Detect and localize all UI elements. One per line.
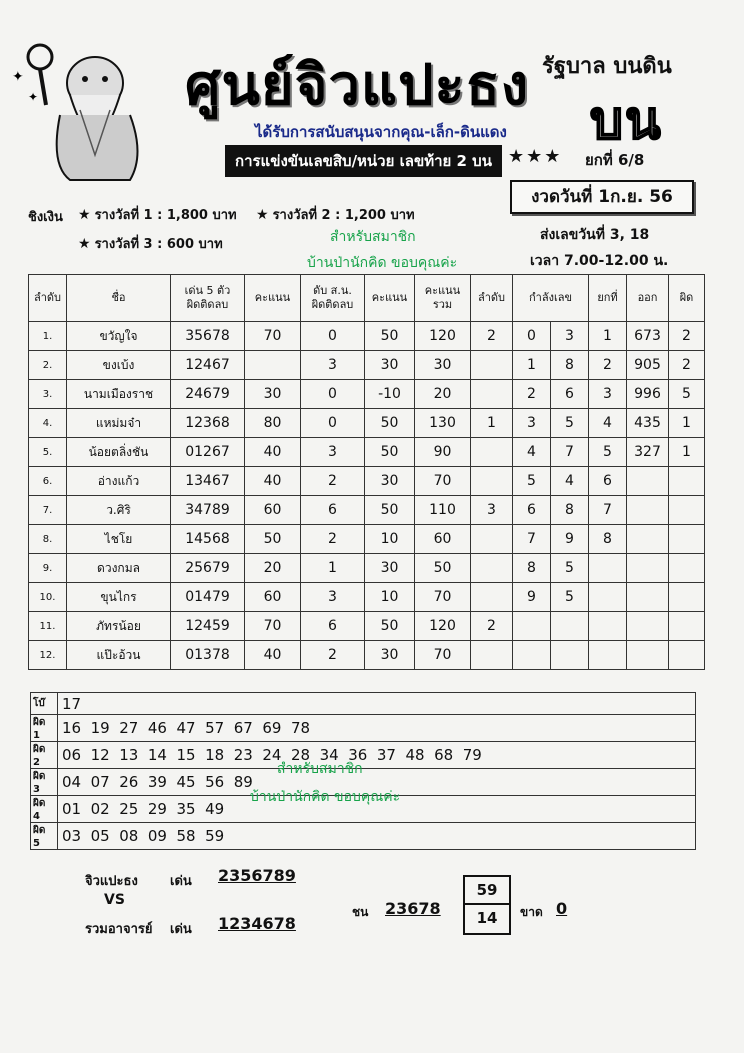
table-cell: 1 (513, 351, 551, 380)
table-cell: 12467 (171, 351, 245, 380)
table-cell: 8. (29, 525, 67, 554)
table-cell (627, 525, 669, 554)
table-header-cell: ลำดับ (471, 275, 513, 322)
table-cell: 60 (415, 525, 471, 554)
table-cell: แหม่มจ๋า (67, 409, 171, 438)
table-cell: ขุนไกร (67, 583, 171, 612)
fraction-top: 59 (465, 877, 509, 905)
table-cell: 0 (301, 322, 365, 351)
table-cell: 8 (551, 496, 589, 525)
table-cell (513, 612, 551, 641)
number-row (31, 742, 696, 769)
win-label: ชน (352, 905, 369, 919)
table-cell: 1 (669, 438, 705, 467)
table-cell: 10. (29, 583, 67, 612)
table-cell: 0 (513, 322, 551, 351)
table-cell: 8 (551, 351, 589, 380)
table-cell: 7 (513, 525, 551, 554)
table-cell: 12. (29, 641, 67, 670)
number-row-values: 04 07 26 39 45 56 89 (58, 769, 696, 796)
score-fraction (463, 875, 511, 935)
score-table (28, 274, 705, 670)
table-cell: 3. (29, 380, 67, 409)
watermark-line-2-repeat: บ้านป่านักคิด ขอบคุณค่ะ (250, 789, 401, 805)
prize-2: ★ รางวัลที่ 2 : 1,200 บาท (256, 207, 415, 223)
table-cell: 130 (415, 409, 471, 438)
table-header-cell: ชื่อ (67, 275, 171, 322)
table-cell: 7. (29, 496, 67, 525)
table-row (29, 409, 705, 438)
table-cell: 6 (301, 496, 365, 525)
table-cell: 4. (29, 409, 67, 438)
table-cell: 40 (245, 438, 301, 467)
table-cell: 8 (589, 525, 627, 554)
table-row (29, 583, 705, 612)
number-row-values: 06 12 13 14 15 18 23 24 28 34 36 37 48 68 79 (58, 742, 696, 769)
table-header-cell: ออก (627, 275, 669, 322)
table-cell: 01479 (171, 583, 245, 612)
table-cell: 12459 (171, 612, 245, 641)
table-cell (471, 525, 513, 554)
table-cell: ไชโย (67, 525, 171, 554)
table-cell: 4 (513, 438, 551, 467)
table-cell: 6 (301, 612, 365, 641)
table-cell: 5 (551, 409, 589, 438)
table-cell: 90 (415, 438, 471, 467)
svg-text:✦: ✦ (12, 69, 24, 85)
vs-label: VS (104, 892, 125, 908)
table-cell: 9 (513, 583, 551, 612)
table-cell: 5 (669, 380, 705, 409)
table-cell: 996 (627, 380, 669, 409)
table-row (29, 351, 705, 380)
number-row-values: 16 19 27 46 47 57 67 69 78 (58, 715, 696, 742)
table-cell (627, 612, 669, 641)
table-cell: 1 (669, 409, 705, 438)
number-row-label: ผิด 2 (31, 742, 58, 769)
table-header-cell: คะแนน (245, 275, 301, 322)
table-cell: 2 (669, 351, 705, 380)
table-header-cell: เด่น 5 ตัว ผิดติดลบ (171, 275, 245, 322)
table-cell (627, 641, 669, 670)
table-row (29, 612, 705, 641)
team-b-number: 1234678 (218, 914, 296, 933)
table-cell: 3 (589, 380, 627, 409)
lose-label: ขาด (520, 905, 543, 919)
table-cell: น้อยตลิ่งชัน (67, 438, 171, 467)
table-cell: 8 (513, 554, 551, 583)
table-cell: 70 (245, 612, 301, 641)
table-cell (471, 351, 513, 380)
table-cell (627, 467, 669, 496)
table-cell: 35678 (171, 322, 245, 351)
number-row (31, 715, 696, 742)
table-cell: 34789 (171, 496, 245, 525)
table-cell: 6 (589, 467, 627, 496)
table-cell: 25679 (171, 554, 245, 583)
number-row-values: 17 (58, 693, 696, 715)
table-cell: แป๊ะอ้วน (67, 641, 171, 670)
table-cell: 2. (29, 351, 67, 380)
table-cell: 70 (415, 583, 471, 612)
table-cell: 70 (415, 467, 471, 496)
table-header-cell: คะแนน (365, 275, 415, 322)
table-cell (669, 554, 705, 583)
table-row (29, 380, 705, 409)
support-text: ได้รับการสนับสนุนจากคุณ-เล็ก-ดินแดง (255, 123, 507, 141)
table-cell: 905 (627, 351, 669, 380)
table-cell (513, 641, 551, 670)
table-cell (669, 525, 705, 554)
table-cell (471, 438, 513, 467)
table-cell: 50 (365, 409, 415, 438)
table-row (29, 525, 705, 554)
table-cell: 30 (245, 380, 301, 409)
prize-3: ★ รางวัลที่ 3 : 600 บาท (78, 236, 223, 252)
prize-label: ชิงเงิน (28, 210, 63, 225)
table-cell: 30 (365, 554, 415, 583)
table-cell: 6 (513, 496, 551, 525)
table-cell (627, 554, 669, 583)
team-b-name: รวมอาจารย์ (85, 922, 153, 937)
table-cell: 673 (627, 322, 669, 351)
table-cell: 10 (365, 525, 415, 554)
number-row-label: ผิด 1 (31, 715, 58, 742)
number-row (31, 823, 696, 850)
table-header-cell: ดับ ส.น. ผิดติดลบ (301, 275, 365, 322)
table-cell (589, 554, 627, 583)
table-cell (245, 351, 301, 380)
table-cell: 50 (365, 496, 415, 525)
upper-label: บน (590, 91, 663, 151)
table-row (29, 554, 705, 583)
table-cell: 2 (513, 380, 551, 409)
table-cell: 2 (669, 322, 705, 351)
table-cell: 3 (301, 351, 365, 380)
number-row-label: ผิด 3 (31, 769, 58, 796)
table-cell: 9 (551, 525, 589, 554)
table-cell: 7 (589, 496, 627, 525)
watermark-line-2: บ้านป่านักคิด ขอบคุณค่ะ (307, 255, 458, 271)
table-cell: 7 (551, 438, 589, 467)
table-cell: 5. (29, 438, 67, 467)
table-cell: 3 (551, 322, 589, 351)
table-header-cell: กำลังเลข (513, 275, 589, 322)
table-cell: 30 (365, 467, 415, 496)
table-cell: 50 (365, 322, 415, 351)
table-header-cell: ยกที่ (589, 275, 627, 322)
table-cell: 2 (301, 467, 365, 496)
table-cell: 2 (301, 641, 365, 670)
star-icon: ★ (78, 236, 91, 252)
table-row (29, 496, 705, 525)
table-cell: 0 (301, 380, 365, 409)
star-icons: ★★★ (508, 146, 563, 167)
table-cell: 50 (245, 525, 301, 554)
table-cell: 30 (415, 351, 471, 380)
table-cell (627, 496, 669, 525)
page-title: ศูนย์จิวแปะธง (185, 53, 530, 118)
table-cell: 50 (415, 554, 471, 583)
table-cell (471, 583, 513, 612)
table-header-cell: คะแนน รวม (415, 275, 471, 322)
table-cell: 20 (245, 554, 301, 583)
table-cell: 3 (301, 583, 365, 612)
table-cell: ว.ศิริ (67, 496, 171, 525)
svg-text:✦: ✦ (28, 90, 39, 104)
table-cell: 50 (365, 438, 415, 467)
competition-banner: การแข่งขันเลขสิบ/หน่วย เลขท้าย 2 บน (225, 145, 502, 177)
table-cell: 30 (365, 351, 415, 380)
number-row-values: 03 05 08 09 58 59 (58, 823, 696, 850)
table-cell (589, 641, 627, 670)
table-cell: 01378 (171, 641, 245, 670)
table-row (29, 467, 705, 496)
table-cell: 1. (29, 322, 67, 351)
table-cell: อ่างแก้ว (67, 467, 171, 496)
table-cell: 60 (245, 496, 301, 525)
table-cell (551, 612, 589, 641)
table-cell: 3 (513, 409, 551, 438)
team-b-play-label: เด่น (170, 922, 192, 937)
table-cell: 10 (365, 583, 415, 612)
table-cell: ภัทรน้อย (67, 612, 171, 641)
table-header (29, 275, 705, 322)
star-icon: ★ (256, 207, 269, 223)
table-row (29, 641, 705, 670)
table-cell: 2 (471, 322, 513, 351)
table-cell (471, 554, 513, 583)
table-cell: 120 (415, 322, 471, 351)
table-body (29, 322, 705, 670)
team-a-number: 2356789 (218, 866, 296, 885)
table-cell: 12368 (171, 409, 245, 438)
number-row-label: ผิด 4 (31, 796, 58, 823)
table-cell: 120 (415, 612, 471, 641)
table-cell: 20 (415, 380, 471, 409)
table-cell (669, 496, 705, 525)
table-cell: 3 (471, 496, 513, 525)
government-label: รัฐบาล บนดิน (542, 54, 672, 79)
table-row (29, 322, 705, 351)
mascot-illustration (10, 35, 150, 185)
table-cell: 327 (627, 438, 669, 467)
table-cell: 5 (551, 554, 589, 583)
table-cell (471, 641, 513, 670)
table-cell: 24679 (171, 380, 245, 409)
table-cell: 40 (245, 641, 301, 670)
table-cell (627, 583, 669, 612)
table-cell: 2 (589, 351, 627, 380)
table-cell: 6. (29, 467, 67, 496)
table-cell (589, 612, 627, 641)
table-cell (669, 641, 705, 670)
table-cell (471, 380, 513, 409)
table-cell (669, 467, 705, 496)
table-cell: 5 (513, 467, 551, 496)
table-cell: 2 (301, 525, 365, 554)
star-icon: ★ (78, 207, 91, 223)
draw-date: งวดวันที่ 1ก.ย. 56 (510, 180, 694, 214)
win-number: 23678 (385, 899, 441, 918)
table-cell: 13467 (171, 467, 245, 496)
table-cell: 40 (245, 467, 301, 496)
table-cell: 435 (627, 409, 669, 438)
table-cell: 4 (551, 467, 589, 496)
table-row (29, 438, 705, 467)
watermark-line-1-repeat: สำหรับสมาชิก (277, 761, 363, 777)
table-cell (551, 641, 589, 670)
number-row-label: โบ๊ (31, 693, 58, 715)
send-dates: ส่งเลขวันที่ 3, 18 (540, 227, 650, 243)
table-cell: 1 (471, 409, 513, 438)
table-cell: นามเมืองราช (67, 380, 171, 409)
table-cell: 5 (551, 583, 589, 612)
number-row (31, 693, 696, 715)
table-cell (589, 583, 627, 612)
table-cell: 70 (245, 322, 301, 351)
table-cell: 6 (551, 380, 589, 409)
lose-number: 0 (556, 899, 568, 918)
team-a-play-label: เด่น (170, 874, 192, 889)
table-cell: 2 (471, 612, 513, 641)
table-cell: 11. (29, 612, 67, 641)
table-cell: 110 (415, 496, 471, 525)
table-cell: 4 (589, 409, 627, 438)
table-cell: -10 (365, 380, 415, 409)
watermark-line-1: สำหรับสมาชิก (330, 229, 416, 245)
table-cell: 50 (365, 612, 415, 641)
table-cell: 14568 (171, 525, 245, 554)
team-a-name: จิวแปะธง (85, 874, 138, 889)
table-cell: 30 (365, 641, 415, 670)
table-cell: 80 (245, 409, 301, 438)
table-cell: 01267 (171, 438, 245, 467)
table-cell: 9. (29, 554, 67, 583)
round-label: ยกที่ 6/8 (585, 151, 645, 169)
table-cell: ดวงกมล (67, 554, 171, 583)
table-cell: 3 (301, 438, 365, 467)
table-cell: 70 (415, 641, 471, 670)
table-header-cell: ผิด (669, 275, 705, 322)
table-cell (669, 612, 705, 641)
table-header-cell: ลำดับ (29, 275, 67, 322)
number-row-label: ผิด 5 (31, 823, 58, 850)
numbers-table (30, 692, 696, 850)
table-cell: 1 (301, 554, 365, 583)
number-row-values: 01 02 25 29 35 49 (58, 796, 696, 823)
fraction-bottom: 14 (476, 909, 498, 927)
send-time: เวลา 7.00-12.00 น. (530, 253, 669, 269)
table-cell: 5 (589, 438, 627, 467)
table-cell: 1 (589, 322, 627, 351)
table-cell: ขงเบ้ง (67, 351, 171, 380)
table-cell: ขวัญใจ (67, 322, 171, 351)
prize-1: ★ รางวัลที่ 1 : 1,800 บาท (78, 207, 237, 223)
table-cell: 60 (245, 583, 301, 612)
table-cell (471, 467, 513, 496)
table-cell (669, 583, 705, 612)
table-cell: 0 (301, 409, 365, 438)
